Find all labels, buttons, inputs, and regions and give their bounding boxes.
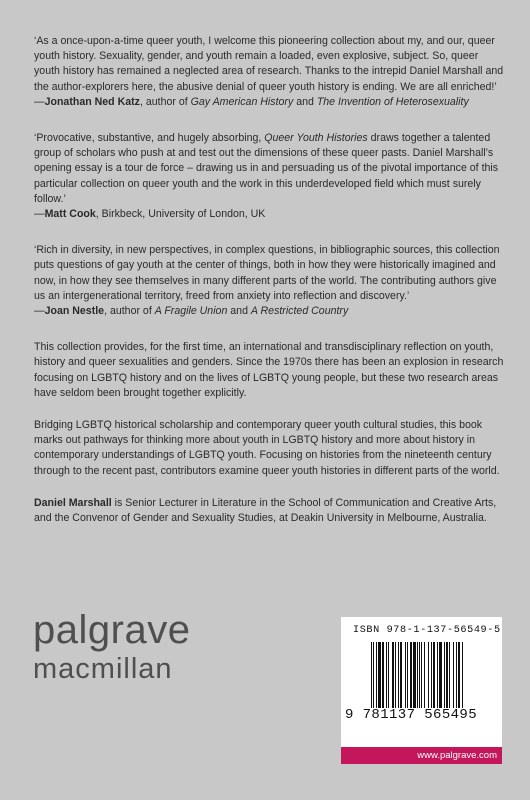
endorser-name: Jonathan Ned Katz: [44, 95, 140, 108]
book-title: The Invention of Heterosexuality: [316, 95, 469, 108]
endorsement-2: [34, 131, 504, 222]
barcode-bar: [433, 642, 435, 708]
barcode-bar: [413, 642, 416, 708]
barcode-bar: [371, 642, 372, 708]
cover-text: [34, 34, 504, 526]
endorsement-quote: ‘As a once-upon-a-time queer youth, I welcome this pioneering collection about my, and our, queer youth history. Sexuality, gender, and youth remain a loaded, even explosive, subject. So, queer youth history has remained a neglected area of research. Thanks to the intrepid Daniel Marshall and the author-explorers here, the abusive denial of queer youth history is ending. We are all enriched!’: [34, 35, 504, 93]
barcode-bar: [382, 642, 384, 708]
book-title: A Fragile Union: [154, 305, 228, 318]
barcode-bar: [437, 642, 438, 708]
book-title: A Restricted Country: [250, 305, 349, 318]
barcode-bar: [431, 642, 432, 708]
barcode-bar: [444, 642, 445, 708]
barcode-bar: [462, 642, 463, 708]
endorsement-1: [34, 34, 504, 110]
barcode-bar: [449, 642, 450, 708]
endorsement-quote: ‘Provocative, substantive, and hugely absorbing, Queer Youth Histories draws together a talented group of scholars who push at and test out the dimensions of these queer pasts. Daniel Marshall’s opening essay is a tour de force – drawing us in and persuading us of the pivotal importance of this particular collection on queer youth and the work in this underdeveloped field which must surely follow.’: [34, 132, 499, 205]
endorsement-quote: ‘Rich in diversity, in new perspectives, in complex questions, in bibliographic sources, this collection puts questions of gay youth at the center of things, both in how they were historically imagined and now, in how they see themselves in many different parts of the world. The contributing authors give us an intergenerational territory, freed from anxiety into reflection and discovery.’: [34, 244, 500, 302]
publisher-logo-line2: macmillan: [33, 653, 173, 685]
barcode-bar: [410, 642, 412, 708]
barcode-bar: [456, 642, 457, 708]
barcode-bar: [428, 642, 429, 708]
author-bio: Daniel Marshall is Senior Lecturer in Literature in the School of Communication and Creative Arts, and the Convenor of Gender and Sexuality Studies, at Deakin University in Melbourne, Australia.: [34, 496, 497, 525]
endorser-name: Matt Cook: [44, 208, 96, 221]
barcode-icon: [371, 642, 493, 708]
barcode-box: [341, 617, 502, 747]
endorsement-attribution: —Joan Nestle, author of A Fragile Union and A Restricted Country: [34, 305, 349, 318]
barcode-bar: [386, 642, 387, 708]
barcode-bar: [392, 642, 394, 708]
book-title: Queer Youth Histories: [264, 132, 368, 145]
author-name: Daniel Marshall: [34, 496, 112, 509]
book-title: Gay American History: [190, 95, 294, 108]
barcode-bar: [388, 642, 389, 708]
isbn-text: ISBN 978-1-137-56549-5: [353, 625, 501, 636]
barcode-bar: [424, 642, 425, 708]
publisher-logo-line1: palgrave: [33, 608, 191, 652]
publisher-logo: [33, 608, 190, 686]
description-paragraph: Bridging LGBTQ historical scholarship and contemporary queer youth cultural studies, this book marks out pathways for thinking more about youth in LGBTQ history and more about history in contemporary understandings of LGBTQ youth. Focusing on histories from the nineteenth century through to the recent past, contributors examine queer youth histories in different parts of the world.: [34, 419, 500, 477]
barcode-bar: [439, 642, 442, 708]
barcode-bar: [417, 642, 418, 708]
barcode-bar: [373, 642, 374, 708]
barcode-digits: 9 781137 565495: [345, 707, 478, 723]
barcode-bar: [421, 642, 422, 708]
publisher-website: www.palgrave.com: [341, 747, 502, 764]
endorsement-attribution: —Jonathan Ned Katz, author of Gay American History and The Invention of Heterosexuality: [34, 95, 469, 108]
barcode-bar: [458, 642, 460, 708]
barcode-bar: [405, 642, 406, 708]
barcode-bar: [395, 642, 396, 708]
barcode-bar: [407, 642, 408, 708]
description-paragraph: This collection provides, for the first time, an international and transdisciplinary reflection on youth, history and queer sexualities and genders. Since the 1970s there has been an explosion in research focusing on LGBTQ history and on the lives of LGBTQ young people, but these two research areas have seldom been brought together explicitly.: [34, 341, 504, 399]
barcode-bar: [398, 642, 399, 708]
barcode-bar: [400, 642, 402, 708]
barcode-bar: [376, 642, 377, 708]
endorsement-3: [34, 243, 504, 319]
barcode-bar: [378, 642, 381, 708]
barcode-bar: [446, 642, 448, 708]
barcode-bar: [453, 642, 454, 708]
endorser-name: Joan Nestle: [44, 305, 105, 318]
barcode-bar: [419, 642, 420, 708]
endorsement-attribution: —Matt Cook, Birkbeck, University of London, UK: [34, 208, 266, 221]
